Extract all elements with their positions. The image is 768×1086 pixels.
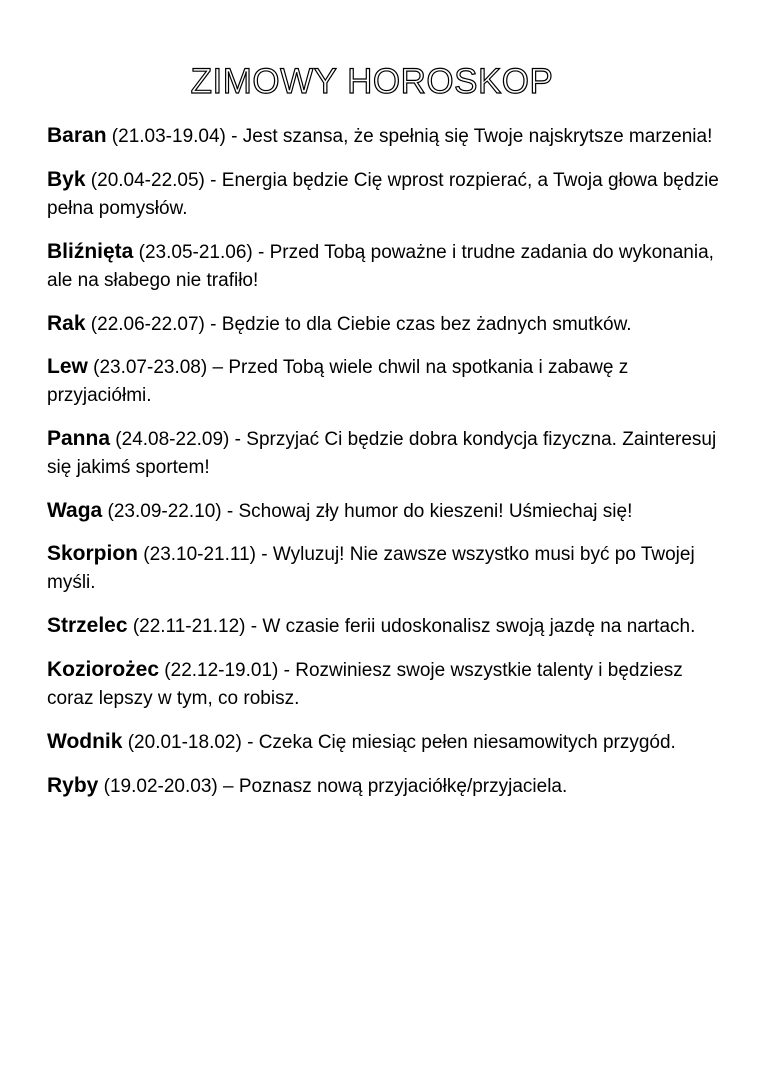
horoscope-entry-waga xyxy=(47,497,727,526)
horoscope-entry-lew xyxy=(47,353,727,410)
sign-description: (23.10-21.11) - Wyluzuj! Nie zawsze wszystko musi być po Twojej myśli. xyxy=(47,544,695,593)
horoscope-list xyxy=(47,122,727,815)
horoscope-entry-ryby xyxy=(47,772,727,801)
sign-name: Koziorożec xyxy=(47,658,160,681)
sign-name: Ryby xyxy=(47,774,99,797)
sign-description: (22.06-22.07) - Będzie to dla Ciebie czas bez żadnych smutków. xyxy=(85,314,632,335)
sign-name: Baran xyxy=(47,124,107,147)
horoscope-entry-baran xyxy=(47,122,727,151)
horoscope-entry-rak xyxy=(47,310,727,339)
horoscope-entry-blizneta xyxy=(47,238,727,295)
sign-description: (22.12-19.01) - Rozwiniesz swoje wszystkie talenty i będziesz coraz lepszy w tym, co robisz. xyxy=(47,660,683,709)
sign-name: Lew xyxy=(47,355,88,378)
horoscope-entry-skorpion xyxy=(47,540,727,597)
horoscope-entry-byk xyxy=(47,166,727,223)
sign-description: (20.04-22.05) - Energia będzie Cię wprost rozpierać, a Twoja głowa będzie pełna pomysłów. xyxy=(47,170,719,219)
sign-description: (23.09-22.10) - Schowaj zły humor do kieszeni! Uśmiechaj się! xyxy=(102,501,633,522)
sign-name: Wodnik xyxy=(47,730,123,753)
sign-name: Strzelec xyxy=(47,614,128,637)
sign-description: (23.07-23.08) – Przed Tobą wiele chwil na spotkania i zabawę z przyjaciółmi. xyxy=(47,357,629,406)
sign-description: (19.02-20.03) – Poznasz nową przyjaciółkę/przyjaciela. xyxy=(98,776,568,797)
horoscope-entry-panna xyxy=(47,425,727,482)
sign-name: Bliźnięta xyxy=(47,240,134,263)
sign-name: Waga xyxy=(47,499,103,522)
document-title: ZIMOWY HOROSKOP xyxy=(190,62,554,101)
horoscope-entry-wodnik xyxy=(47,728,727,757)
sign-description: (24.08-22.09) - Sprzyjać Ci będzie dobra kondycja fizyczna. Zainteresuj się jakimś sportem! xyxy=(47,429,717,478)
horoscope-entry-strzelec xyxy=(47,612,727,641)
sign-name: Skorpion xyxy=(47,542,139,565)
horoscope-entry-koziorozec xyxy=(47,656,727,713)
sign-name: Rak xyxy=(47,312,86,335)
sign-description: (21.03-19.04) - Jest szansa, że spełnią się Twoje najskrytsze marzenia! xyxy=(106,126,713,147)
sign-description: (20.01-18.02) - Czeka Cię miesiąc pełen niesamowitych przygód. xyxy=(122,732,676,753)
sign-name: Byk xyxy=(47,168,86,191)
sign-description: (22.11-21.12) - W czasie ferii udoskonalisz swoją jazdę na nartach. xyxy=(127,616,696,637)
sign-description: (23.05-21.06) - Przed Tobą poważne i trudne zadania do wykonania, ale na słabego nie trafiło! xyxy=(47,242,714,291)
sign-name: Panna xyxy=(47,427,111,450)
